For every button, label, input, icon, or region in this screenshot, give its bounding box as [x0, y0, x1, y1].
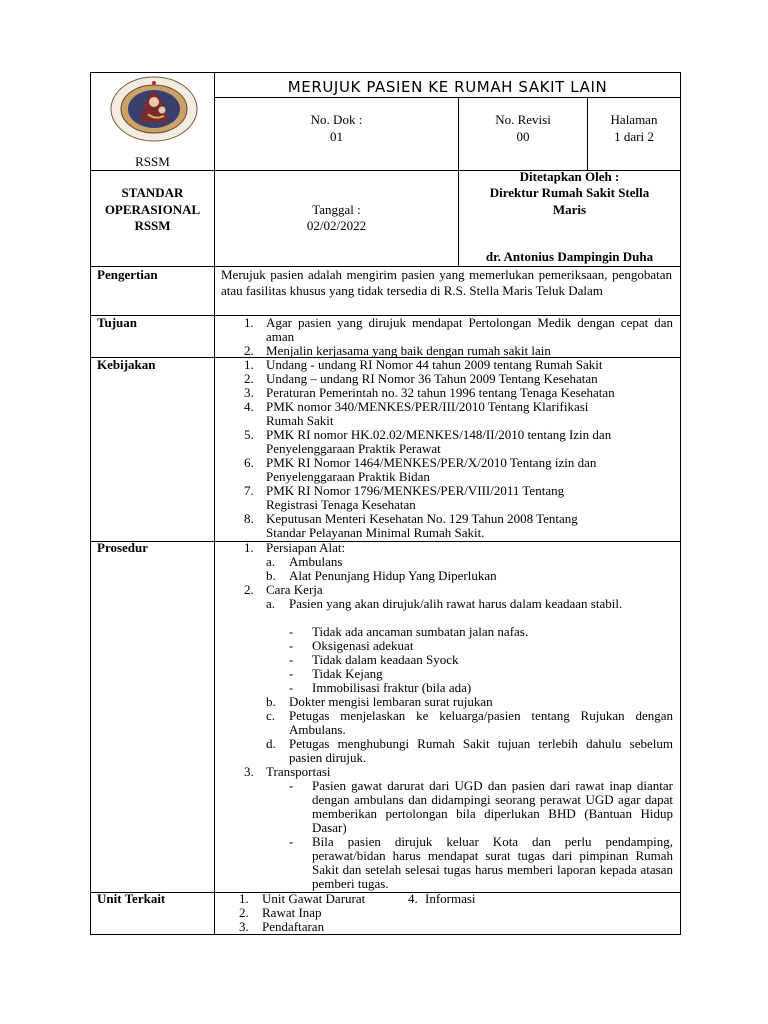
list-item: Undang – undang RI Nomor 36 Tahun 2009 Tentang Kesehatan: [266, 371, 598, 386]
sub-item: Alat Penunjang Hidup Yang Diperlukan: [289, 568, 497, 583]
sop-line-3: RSSM: [134, 218, 171, 233]
sub-number: d.: [266, 736, 276, 751]
dash: -: [289, 680, 294, 695]
doc-no-value: 01: [330, 129, 343, 144]
list-item-number: 1.: [244, 315, 254, 330]
kebijakan-label: Kebijakan: [97, 357, 156, 372]
transport-item: Pasien gawat darurat dari UGD dan pasien dari rawat inap diantar dengan ambulans dan didampingi seorang perawat UGD agar dapat memberikan pertolongan bila diperlukan BHD (Bantuan Hidup Dasar): [312, 778, 673, 835]
page-label: Halaman: [610, 112, 658, 127]
sop-line-1: STANDAR: [121, 185, 184, 200]
list-item-number: 4.: [244, 399, 254, 414]
dash: -: [289, 638, 294, 653]
list-item: Pendaftaran: [262, 919, 325, 934]
condition-item: Oksigenasi adekuat: [312, 638, 414, 653]
list-item-number: 3.: [244, 385, 254, 400]
list-item-cont: Rumah Sakit: [266, 413, 334, 428]
document-title: MERUJUK PASIEN KE RUMAH SAKIT LAIN: [287, 78, 608, 96]
step-number: 2.: [244, 582, 254, 597]
list-item: PMK nomor 340/MENKES/PER/III/2010 Tentang Klarifikasi: [266, 399, 589, 414]
dash: -: [289, 778, 294, 793]
condition-item: Immobilisasi fraktur (bila ada): [312, 680, 472, 695]
list-item: Unit Gawat Darurat: [262, 891, 366, 906]
list-item: Agar pasien yang dirujuk mendapat Pertolongan Medik dengan cepat dan aman: [266, 315, 673, 344]
date-label: Tanggal :: [312, 202, 361, 217]
hospital-abbr: RSSM: [135, 154, 170, 169]
pengertian-text: Merujuk pasien adalah mengirim pasien yang memerlukan pemeriksaan, pengobatan atau fasilitas khusus yang tidak tersedia di R.S. Stella Maris Teluk Dalam: [221, 267, 672, 298]
pengertian-label: Pengertian: [97, 267, 158, 282]
sub-number: b.: [266, 568, 276, 583]
list-item-number: 7.: [244, 483, 254, 498]
approved-line-3: Maris: [552, 202, 587, 217]
revision-label: No. Revisi: [495, 112, 551, 127]
step-title: Cara Kerja: [266, 582, 323, 597]
dash: -: [289, 624, 294, 639]
dash: -: [289, 834, 294, 849]
sub-number: a.: [266, 596, 276, 611]
list-item-cont: Penyelenggaraan Praktik Perawat: [266, 441, 441, 456]
unit-terkait-label: Unit Terkait: [97, 891, 166, 906]
list-item-number: 4.: [408, 891, 418, 906]
condition-item: Tidak Kejang: [312, 666, 383, 681]
sub-item: Petugas menghubungi Rumah Sakit tujuan terlebih dahulu sebelum pasien dirujuk.: [289, 736, 673, 765]
list-item-number: 2.: [239, 905, 249, 920]
prosedur-label: Prosedur: [97, 540, 149, 555]
list-item-number: 1.: [239, 891, 249, 906]
date-value: 02/02/2022: [306, 218, 367, 233]
doc-no-label: No. Dok :: [310, 112, 363, 127]
page-value: 1 dari 2: [614, 129, 654, 144]
list-item-number: 3.: [239, 919, 249, 934]
list-item-number: 8.: [244, 511, 254, 526]
list-item: Undang - undang RI Nomor 44 tahun 2009 tentang Rumah Sakit: [266, 357, 603, 372]
list-item: PMK RI Nomor 1464/MENKES/PER/X/2010 Tentang izin dan: [266, 455, 597, 470]
list-item-cont: Penyelenggaraan Praktik Bidan: [266, 469, 430, 484]
step-title: Transportasi: [266, 764, 331, 779]
sub-item: Ambulans: [289, 554, 343, 569]
sub-item: Pasien yang akan dirujuk/alih rawat harus dalam keadaan stabil.: [289, 596, 623, 611]
approver-name: dr. Antonius Dampingin Duha: [485, 249, 654, 264]
sub-number: b.: [266, 694, 276, 709]
dash: -: [289, 666, 294, 681]
revision-value: 00: [516, 129, 530, 144]
step-title: Persiapan Alat:: [266, 540, 346, 555]
dash: -: [289, 652, 294, 667]
sub-number: c.: [266, 708, 276, 723]
list-item: PMK RI nomor HK.02.02/MENKES/148/II/2010 tentang Izin dan: [266, 427, 612, 442]
list-item-cont: Standar Pelayanan Minimal Rumah Sakit.: [266, 525, 485, 540]
condition-item: Tidak dalam keadaan Syock: [312, 652, 459, 667]
step-number: 3.: [244, 764, 254, 779]
list-item-number: 1.: [244, 357, 254, 372]
list-item: Informasi: [425, 891, 476, 906]
list-item: Keputusan Menteri Kesehatan No. 129 Tahun 2008 Tentang: [266, 511, 578, 526]
list-item: Rawat Inap: [262, 905, 322, 920]
list-item: Menjalin kerjasama yang baik dengan rumah sakit lain: [266, 343, 551, 358]
sub-item: Dokter mengisi lembaran surat rujukan: [289, 694, 493, 709]
list-item-number: 2.: [244, 371, 254, 386]
step-number: 1.: [244, 540, 254, 555]
transport-item: Bila pasien dirujuk keluar Kota dan perlu pendamping, perawat/bidan harus mendapat surat tugas dari pimpinan Rumah Sakit dan setelah selesai tugas harus memberi laporan kepada atasan pemberi tugas.: [312, 834, 673, 891]
list-item: Peraturan Pemerintah no. 32 tahun 1996 tentang Tenaga Kesehatan: [266, 385, 615, 400]
sub-number: a.: [266, 554, 276, 569]
tujuan-label: Tujuan: [97, 315, 137, 330]
sop-line-2: OPERASIONAL: [104, 202, 201, 217]
list-item-number: 6.: [244, 455, 254, 470]
approved-line-1: Ditetapkan Oleh :: [519, 169, 620, 184]
hospital-logo: [110, 76, 198, 142]
sub-item: Petugas menjelaskan ke keluarga/pasien tentang Rujukan dengan Ambulans.: [289, 708, 673, 737]
list-item-cont: Registrasi Tenaga Kesehatan: [266, 497, 416, 512]
list-item-number: 2.: [244, 343, 254, 358]
list-item: PMK RI Nomor 1796/MENKES/PER/VIII/2011 Tentang: [266, 483, 565, 498]
list-item-number: 5.: [244, 427, 254, 442]
approved-line-2: Direktur Rumah Sakit Stella: [489, 185, 650, 200]
condition-item: Tidak ada ancaman sumbatan jalan nafas.: [312, 624, 529, 639]
